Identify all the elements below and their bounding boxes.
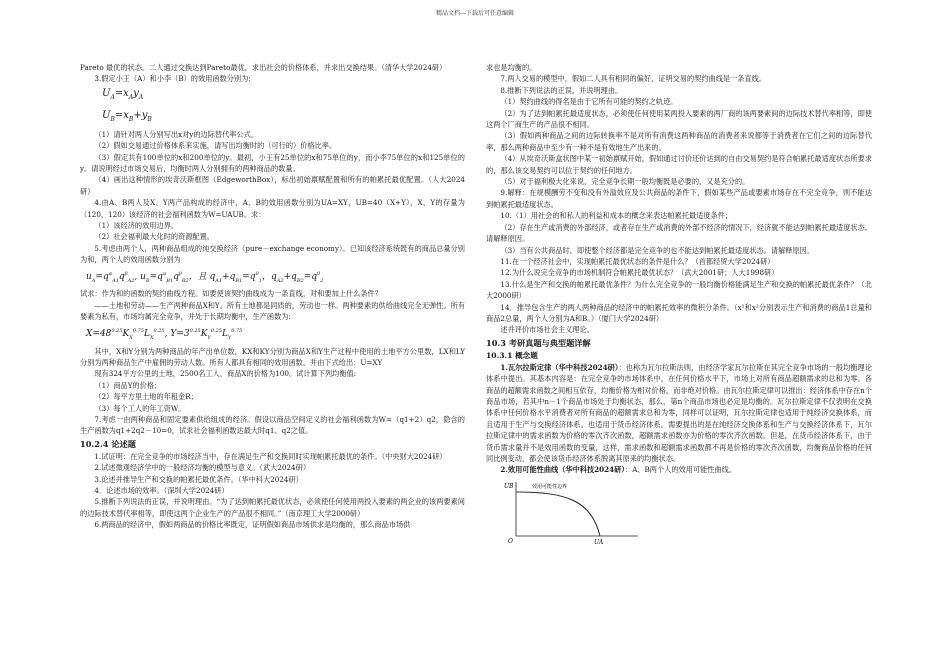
page-header-note: 精品文档---下载后可任意编辑 <box>435 10 515 17</box>
utility-frontier-curve <box>516 492 600 536</box>
section-title: 10.2.4 论述题 <box>80 438 136 449</box>
paragraph: （2）为了达到帕累托最适度状态，必须使任何使用某两投入要素的两厂商的该两要素间的边际技术替代率相等，即使这两个厂商生产的产品很不相同。 <box>486 108 872 130</box>
essay-question-11: 11.在一个经济社会中，实现帕累托最优状态的条件是什么？（首都经贸大学2024研） <box>500 256 775 266</box>
origin-label: O <box>508 537 513 545</box>
paragraph: （1）该经济的效用边界。 <box>94 221 179 231</box>
left-column <box>80 62 465 531</box>
essay-question-5: 5.推断下列说法的正误，并说明理由。“为了达到帕累托最优状态，必须使任何使用两投入要素的两企业的该两要素间的边际技术替代率相等，即使这两个企业生产的产品很不相同。”（南京理工大学2000研） <box>80 497 465 518</box>
paragraph: （1）商品Y的价格； <box>94 380 162 390</box>
paragraph: 述并评价市场社会主义理论。 <box>500 325 594 335</box>
concept-1 <box>486 362 872 465</box>
essay-question-2: 2.试述微观经济学中的一般经济均衡的模型与意义。（武大2024研） <box>94 463 311 473</box>
essay-question-3: 3.论述并推导生产和交换的帕累托最优条件。（华中科大2024研） <box>94 474 303 484</box>
x-axis-label: UA <box>594 538 604 546</box>
paragraph: （3）假如两种商品之间的边际转换率不是对所有消费这两种商品的消费者来说都等于消费者在它们之间的边际替代率，那么两种商品中至少有一种不是有效地生产出来的。 <box>486 131 872 152</box>
concept-2 <box>486 464 872 475</box>
paragraph: 现有324平方公里的土地，2500名工人，商品X的价格为100。试计算下列均衡值: <box>94 369 357 379</box>
question-7: 7.考虑一由两种商品和固定要素供给组成的经济。假设以商品空间定义的社会福利函数为W=（q1+2）q2，隐含的生产函数为q1+2q2－10=0，试求社会福利函数达最大时q1、q2之值。 <box>80 414 465 436</box>
paragraph: （1）契约曲线的得名是由于它所有可能的契约之轨迹。 <box>500 97 678 107</box>
essay-question-4: 4．论述市场的效率。（深圳大学2024研） <box>94 485 229 495</box>
utility-possibility-diagram <box>496 478 872 546</box>
right-column <box>486 62 872 546</box>
paragraph: （2）存在生产或消费的外部经济，或者存在生产或消费的外部不经济的情况下，经济就不能达到帕累托最适度状态。请解释原因。 <box>486 222 872 244</box>
question-3: 3.假定小王（A）和小李（B）的效用函数分别为: <box>94 74 251 84</box>
essay-question-13: 13.什么是生产和交换的帕累托最优条件？为什么完全竞争的一般均衡价格能满足生产和交换的帕累托最优条件？（北大2000研） <box>486 279 872 301</box>
section-title: 10.3 考研真题与典型题详解 <box>486 337 591 348</box>
utility-formula-a: $U_A=x_Ay_A$ <box>102 87 144 101</box>
paragraph: 其中，X和Y分别为两种商品的年产出单位数，KX和KY分别为商品X和Y生产过程中使用的土地平方公里数，LX和LY分别为两种商品生产中雇佣的劳动人数。所有人都具有相同的效用函数，并由下式给出：U=XY <box>80 346 465 367</box>
essay-question-14: 14．推导包含生产的两人两种商品的经济中的帕累托效率的微积分条件。（x¹和x²分别表示生产和消费的商品1总量和商品2总量，两个人分别为A和B。）（厦门大学2024研） <box>486 302 872 323</box>
concept-2-body: ：A、B两个人的效用可能性曲线。 <box>624 465 737 475</box>
paragraph: Pareto 最优的状态。二人通过交换达到Pareto最优，求出社会的价格体系，并求出交换结果。（清华大学2024研） <box>80 63 447 72</box>
essay-question-9: 9.解释：在规模酬劳不变和没有外溢效应及公共商品的条件下，假如某些产品或要素市场存在不完全竞争，则不能达到帕累托最适度状态。 <box>486 188 872 209</box>
paragraph: （4）从埃奇沃斯盒状图中某一初始禀赋开始，假如通过讨价还价达到的自由交易契约是符合帕累托最适度状态所要求的，那么该交易契约可以位于契约的任何地方。 <box>486 154 872 175</box>
subsection-title: 10.3.1 概念题 <box>486 350 538 360</box>
paragraph: （2）每平方里土地的年租金R； <box>94 392 198 402</box>
essay-question-6: 6.两商品的经济中，假如两商品的价格比率既定，证明假如商品市场供求是均衡的，那么商品市场供 <box>94 520 411 530</box>
paragraph: （2）假如交易通过价格体系来实施，请写出均衡时的（可行的）价格比率。 <box>94 141 337 151</box>
utility-possibility-svg <box>496 478 646 546</box>
paragraph: （3）每个工人的年工资W。 <box>94 403 186 413</box>
concept-1-body: ：也称为瓦尔拉斯法则，由经济学家瓦尔拉斯在其完全竞争市场的一般均衡理论体系中提出。其基本内容是：在完全竞争的市场体系中，在任何价格水平下，市场上对所有商品超额需求的总和为零。各商品的超额需求函数之间相互依存，均衡价格为相对价格，而非绝对价格。由瓦尔拉斯定律可以推出：经济体系中存在n个商品市场，若其中n－1个商品市场处于均衡状态，那么，第n个商品市场也必定是均衡的。瓦尔拉斯定律不仅表明在交换体系中任何价格水平消费者对所有商品的超额需求总和为零，同样可以证明，瓦尔拉斯定律也适用于纯经济交换体系，而且适用于生产与交换经济体系。也适用于货币经济体系。需要提出的是在纯经济交换体系和生产与交换经济体系下，瓦尔拉斯定律中的需求函数为价格的零次齐次函数，超额需求函数亦为价格的零次齐次函数。但是，在货币经济体系下，由于货币需求量并不是效用函数的变量，这样，需求函数和超额需求函数都不再是价格的零次齐次函数，均衡商品价格的任何同比例变动，都会使该货币经济体系脱离其原来的均衡状态。 <box>486 362 872 463</box>
essay-question-1: 1.试证明：在完全竞争的市场经济当中，存在满足生产和交换同时实现帕累托最优的条件。（中央财大2024研） <box>94 451 447 461</box>
paragraph: ——土地和劳动——生产两种商品X和Y。所有土地都是同质的，劳动也一样。两种要素的供给曲线完全无弹性。所有要素为私有，市场均属完全竞争，并处于长期均衡中，生产函数为: <box>80 300 465 322</box>
paragraph: 求也是均衡的。 <box>486 63 537 72</box>
essay-question-8: 8.推断下列说法的正误，并说明理由。 <box>500 85 623 95</box>
utility-formula-inline: $u_A=q^\alpha_{A1}q^\beta_{A2}$, $u_B=q^\alpha_{B1}q^\beta_{B2}$，且 $q_{A1}+q_{B1}=q^0_1$，$q_{A2}+q_{B2}=q^0_2$ <box>86 270 324 284</box>
paragraph: （1）请针对两人分别写出x对y的边际替代率公式。 <box>94 129 259 139</box>
paragraph: （5）对于福利极大化来说，完全竞争长期一般均衡既是必要的，又是充分的。 <box>500 177 750 187</box>
curve-label: 效用可能性边界 <box>532 483 568 490</box>
concept-1-head: 1.瓦尔拉斯定律（华中科技2024研） <box>500 362 619 372</box>
question-4: 4.由A、B两人及X、Y两产品构成的经济中，A、B的效用函数分别为UA=XY，UB=40（X+Y），X、Y的存量为（120，120）该经济的社会福利函数为W=UAUB。求： <box>80 198 465 219</box>
essay-question-10: 10.（1）用社会的和私人的利益和成本的概念来表达帕累托最适度条件； <box>500 211 733 221</box>
concept-2-head: 2.效用可能性曲线（华中科技2024研） <box>500 465 625 475</box>
paragraph: （3）假定共有100单位的x和200单位的y。最初，小王有25单位的x和75单位的y，而小李75单位的x和125单位的y。请说明经过市场交易后，均衡时两人分别拥有的两种商品的数量。 <box>80 152 465 174</box>
essay-question-7: 7.两人交易的模型中，假如二人具有相同的偏好，证明交易的契约曲线是一条直线。 <box>500 74 767 84</box>
question-5: 5.考虑由两个人，两种商品组成的纯交换经济（pure－exchange economy）。已知该经济系统既有的商品总量分别为和，两个人的效用函数分别为 <box>80 243 465 265</box>
paragraph: （3）当有公共商品时，即使整个经济都是完全竞争的也不能达到帕累托最适度状态。请解释原因。 <box>500 245 815 255</box>
paragraph: （2）社会福利最大化时的资源配置。 <box>94 232 214 242</box>
utility-formula-b: $U_B=x_B+y_B$ <box>102 109 152 123</box>
paragraph: （4）画出这种情形的埃奇沃斯框图（EdgeworthBox），标出初始禀赋配置和所有的帕累托最优配置。（人大2024研） <box>80 175 465 196</box>
y-axis-label: UB <box>504 482 514 490</box>
essay-question-12: 12.为什么说完全竞争的市场机制符合帕累托最优状态？（武大2001研；人大1998研） <box>500 268 779 278</box>
production-formula: $X=48^{0.25}K_X^{0.75}L_X^{0.25}$, $Y=3^{0.25}K_Y^{0.25}L_Y^{0.75}$ <box>86 327 243 341</box>
paragraph: 试求：作为和的函数的契约曲线方程。如要使该契约曲线成为一条直线，对和要加上什么条件？ <box>80 289 382 299</box>
